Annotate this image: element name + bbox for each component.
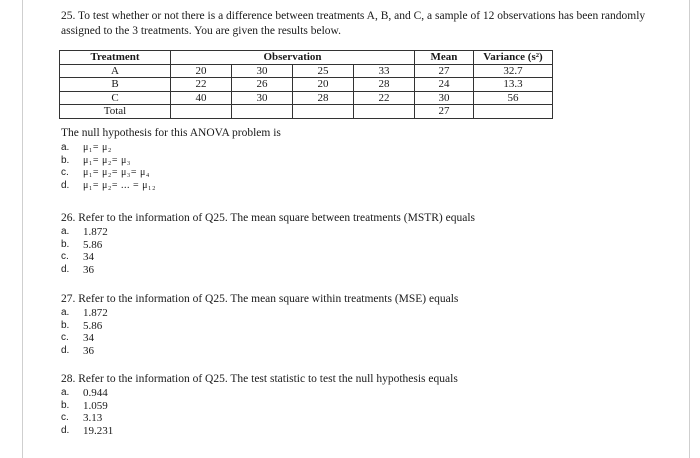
option-text: 3.13 [83, 412, 103, 424]
option-a [61, 307, 108, 320]
cell-empty [171, 105, 232, 119]
option-text: 34 [83, 251, 94, 263]
cell-empty [474, 105, 553, 119]
option-d [61, 264, 108, 277]
option-a [61, 387, 113, 400]
cell-variance: 32.7 [474, 64, 553, 78]
option-c [61, 412, 113, 425]
cell-total-label: Total [60, 105, 171, 119]
header-treatment: Treatment [60, 51, 171, 65]
option-label: d. [61, 263, 70, 275]
option-label: a. [61, 226, 70, 237]
option-text: 0.944 [83, 387, 108, 399]
option-text: μ₁= μ₂= μ₃ [83, 154, 131, 166]
option-label: c. [61, 412, 69, 423]
option-a [61, 142, 156, 155]
cell-variance: 13.3 [474, 78, 553, 92]
option-text: 34 [83, 332, 94, 344]
question-27-text: 27. Refer to the information of Q25. The mean square within treatments (MSE) equals [61, 293, 459, 305]
option-text: 5.86 [83, 319, 103, 332]
cell-observation: 22 [171, 78, 232, 92]
cell-total-mean: 27 [415, 105, 474, 119]
option-c [61, 251, 108, 264]
question-28-options [61, 387, 113, 437]
cell-observation: 26 [232, 78, 293, 92]
cell-observation: 30 [232, 64, 293, 78]
option-label: b. [61, 238, 70, 250]
option-text: 5.86 [83, 238, 103, 251]
table-header-row [60, 51, 553, 65]
option-d [61, 345, 108, 358]
cell-observation: 20 [171, 64, 232, 78]
header-variance: Variance (s²) [474, 51, 553, 65]
option-label: d. [61, 424, 70, 436]
cell-mean: 27 [415, 64, 474, 78]
cell-mean: 30 [415, 91, 474, 105]
option-c [61, 167, 156, 180]
option-text: μ₁= μ₂= μ₃= μ₄ [83, 167, 150, 178]
option-c [61, 332, 108, 345]
option-label: d. [61, 179, 70, 191]
cell-empty [293, 105, 354, 119]
results-table [59, 50, 553, 119]
cell-observation: 22 [354, 91, 415, 105]
option-d [61, 180, 156, 193]
question-26-options [61, 226, 108, 276]
option-text: 1.872 [83, 307, 108, 319]
cell-observation: 25 [293, 64, 354, 78]
option-text: 1.872 [83, 226, 108, 238]
option-label: a. [61, 307, 70, 318]
option-b [61, 155, 156, 168]
cell-observation: 33 [354, 64, 415, 78]
option-b [61, 239, 108, 252]
option-label: d. [61, 344, 70, 356]
table-row [60, 91, 553, 105]
option-label: c. [61, 251, 69, 262]
question-25-text: 25. To test whether or not there is a difference between treatments A, B, and C, a sample of 12 observations has been randomly assigned to the 3 treatments. You are given the results below. [61, 10, 646, 37]
option-text: μ₁= μ₂ [83, 142, 112, 153]
cell-observation: 30 [232, 91, 293, 105]
cell-observation: 28 [354, 78, 415, 92]
question-27-options [61, 307, 108, 357]
question-25-options [61, 142, 156, 192]
option-b [61, 400, 113, 413]
option-text: 36 [83, 344, 94, 357]
cell-treatment: C [60, 91, 171, 105]
table-row [60, 78, 553, 92]
cell-empty [354, 105, 415, 119]
cell-mean: 24 [415, 78, 474, 92]
cell-observation: 28 [293, 91, 354, 105]
option-a [61, 226, 108, 239]
document-page [22, 0, 690, 458]
header-observation: Observation [171, 51, 415, 65]
option-b [61, 320, 108, 333]
option-text: 19.231 [83, 424, 114, 437]
option-text: 36 [83, 263, 94, 276]
cell-treatment: B [60, 78, 171, 92]
question-28-text: 28. Refer to the information of Q25. The test statistic to test the null hypothesis equals [61, 373, 458, 385]
option-d [61, 425, 113, 438]
option-label: a. [61, 387, 70, 398]
cell-observation: 20 [293, 78, 354, 92]
option-text: μ₁= μ₂= ... = μ₁₂ [83, 179, 156, 191]
option-label: a. [61, 142, 70, 153]
table-row [60, 64, 553, 78]
cell-variance: 56 [474, 91, 553, 105]
option-label: b. [61, 399, 70, 411]
cell-observation: 40 [171, 91, 232, 105]
option-label: c. [61, 332, 69, 343]
option-label: c. [61, 167, 69, 178]
cell-treatment: A [60, 64, 171, 78]
option-label: b. [61, 154, 70, 166]
header-mean: Mean [415, 51, 474, 65]
option-text: 1.059 [83, 399, 108, 412]
question-26-text: 26. Refer to the information of Q25. The mean square between treatments (MSTR) equals [61, 212, 475, 224]
table-total-row [60, 105, 553, 119]
cell-empty [232, 105, 293, 119]
question-25-prompt: The null hypothesis for this ANOVA problem is [61, 127, 281, 139]
option-label: b. [61, 319, 70, 331]
